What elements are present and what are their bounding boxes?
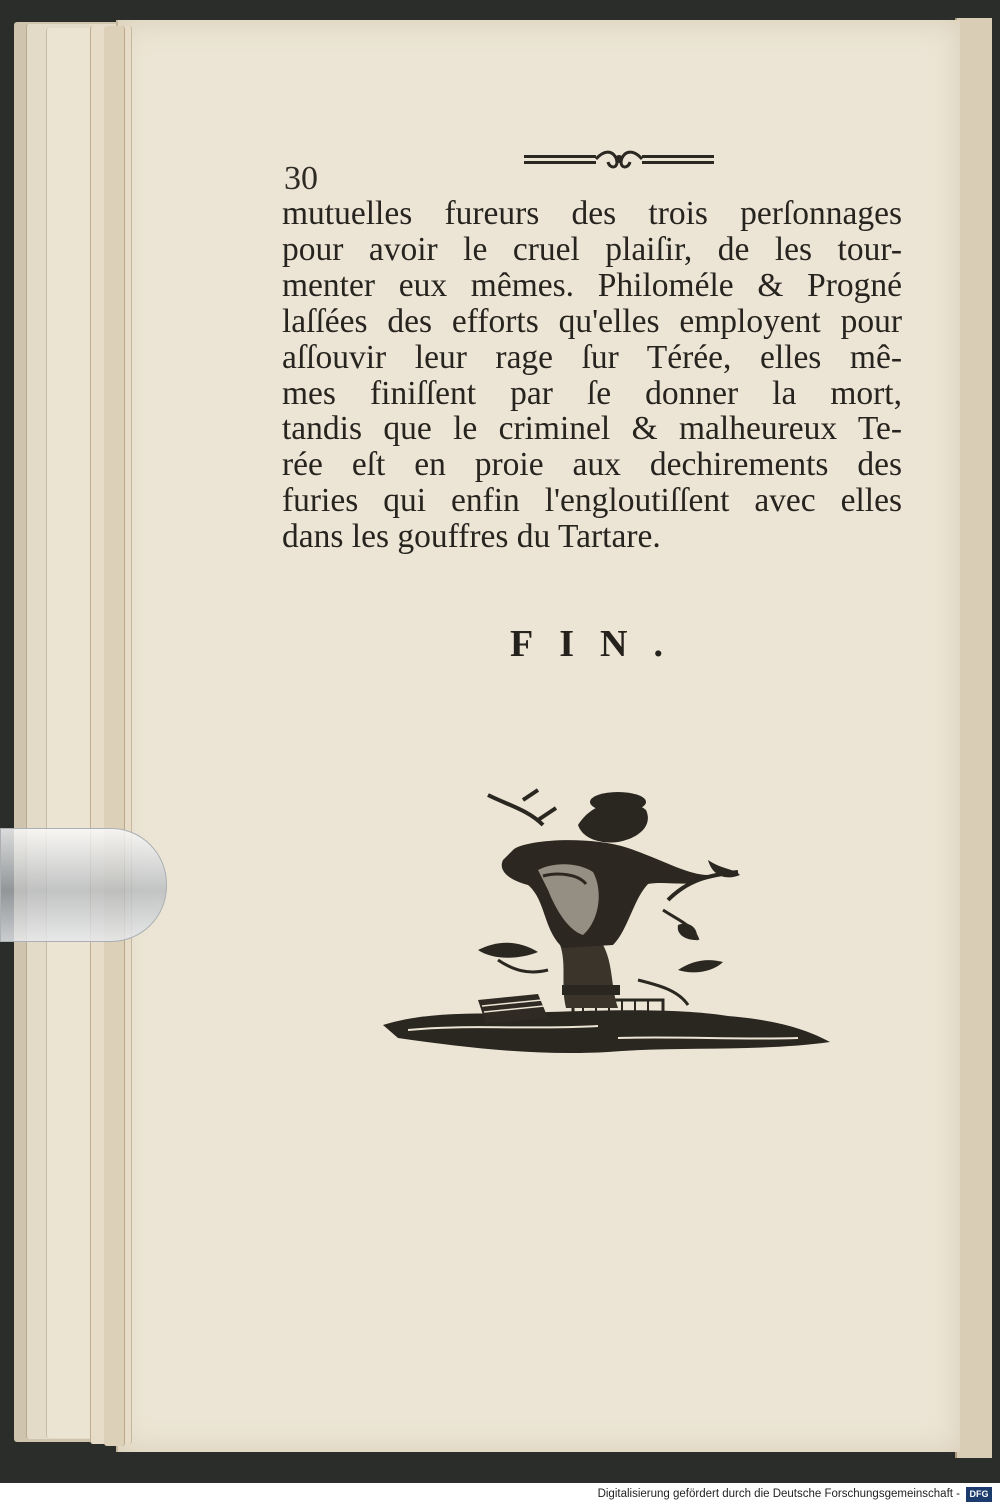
text-line: rée eſt en proie aux dechirements des [282,446,902,484]
text-line: dans les gouffres du Tartare. [282,518,661,556]
text-line: laſſées des efforts qu'elles employent pour [282,302,902,340]
closing-word: FIN. [510,623,689,665]
funding-credit: Digitalisierung gefördert durch die Deutsche Forschungsgemeinschaft - [597,1488,960,1500]
footer-bar [0,1483,1000,1507]
page-number: 30 [284,160,318,197]
text-line: pour avoir le cruel plaiſir, de les tour- [282,230,902,268]
facing-page-edge [955,18,992,1458]
text-line: mes finiſſent par ſe donner la mort, [282,374,902,412]
woodcut-vignette-icon [378,780,833,1070]
text-line: aſſouvir leur rage ſur Térée, elles mê- [282,338,902,376]
page-stack-edge [104,26,125,1446]
text-line: menter eux mêmes. Philoméle & Progné [282,266,902,304]
dfg-logo: DFG [966,1487,992,1502]
scroll-ornament-icon [524,146,714,174]
text-line: mutuelles fureurs des trois perſonnages [282,195,902,232]
body-text [282,196,902,555]
text-line: furies qui enfin l'engloutiſſent avec elles [282,482,902,520]
text-line: tandis que le criminel & malheureux Te- [282,410,902,448]
glass-page-clip [0,828,167,942]
